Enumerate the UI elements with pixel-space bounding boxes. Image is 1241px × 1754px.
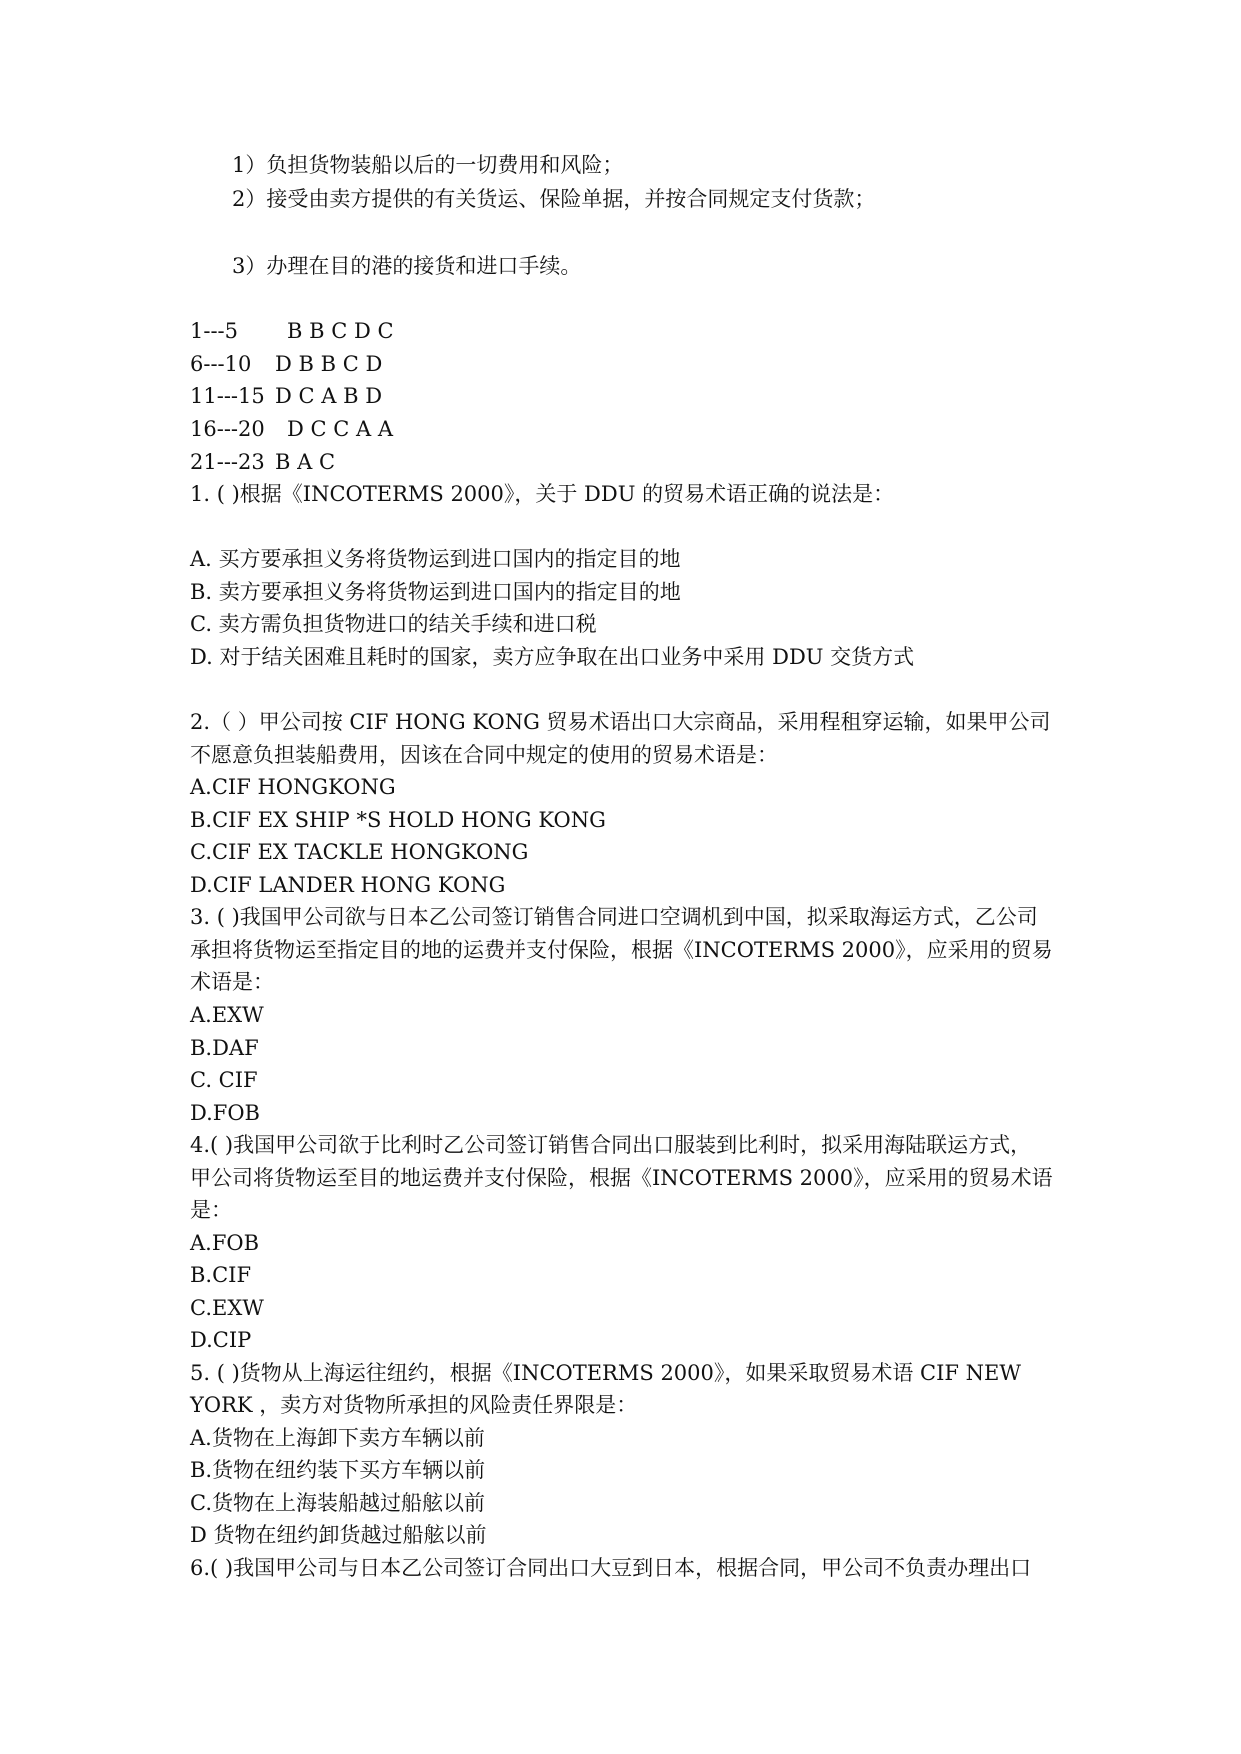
- answer-key-answers: D C A B D: [275, 384, 383, 408]
- question-option: C.CIF EX TACKLE HONGKONG: [190, 840, 529, 864]
- question-stem: 甲公司将货物运至目的地运费并支付保险，根据《INCOTERMS 2000》，应采用的贸易术语: [190, 1166, 1053, 1190]
- question-option: A.CIF HONGKONG: [190, 775, 396, 799]
- question-option: A.EXW: [190, 1003, 264, 1027]
- answer-key-range: 11---15: [190, 384, 265, 408]
- question-stem: 是：: [190, 1198, 232, 1222]
- question-stem: 1. ( )根据《INCOTERMS 2000》，关于 DDU 的贸易术语正确的说法是：: [190, 482, 895, 506]
- answer-key-range: 6---10: [190, 352, 252, 376]
- answer-key-range: 1---5: [190, 319, 239, 343]
- question-option: B. 卖方要承担义务将货物运到进口国内的指定目的地: [190, 580, 681, 604]
- answer-key-answers: B A C: [275, 450, 336, 474]
- duty-line: 3）办理在目的港的接货和进口手续。: [232, 254, 582, 278]
- question-option: C. 卖方需负担货物进口的结关手续和进口税: [190, 612, 597, 636]
- duty-line: 2）接受由卖方提供的有关货运、保险单据，并按合同规定支付货款；: [232, 187, 876, 211]
- question-stem: 5. ( )货物从上海运往纽约，根据《INCOTERMS 2000》，如果采取贸易术语 CIF NEW: [190, 1361, 1021, 1385]
- question-option: D.FOB: [190, 1101, 260, 1125]
- question-option: A. 买方要承担义务将货物运到进口国内的指定目的地: [190, 547, 681, 571]
- question-option: D.CIP: [190, 1328, 252, 1352]
- answer-key-range: 21---23: [190, 450, 265, 474]
- question-stem: YORK ，卖方对货物所承担的风险责任界限是：: [190, 1393, 638, 1417]
- question-option: D 货物在纽约卸货越过船舷以前: [190, 1523, 487, 1547]
- question-option: B.货物在纽约装下买方车辆以前: [190, 1458, 486, 1482]
- question-stem: 承担将货物运至指定目的地的运费并支付保险，根据《INCOTERMS 2000》，应采用的贸易: [190, 938, 1053, 962]
- question-stem: 不愿意负担装船费用，因该在合同中规定的使用的贸易术语是：: [190, 743, 778, 767]
- question-stem: 2.（ ）甲公司按 CIF HONG KONG 贸易术语出口大宗商品，采用程租穿运输，如果甲公司: [190, 710, 1051, 734]
- answer-key-range: 16---20: [190, 417, 265, 441]
- answer-key-answers: D B B C D: [275, 352, 383, 376]
- question-option: A.FOB: [190, 1231, 260, 1255]
- answer-key-answers: B B C D C: [287, 319, 394, 343]
- question-stem: 3. ( )我国甲公司欲与日本乙公司签订销售合同进口空调机到中国，拟采取海运方式，乙公司: [190, 905, 1038, 929]
- question-stem: 4.( )我国甲公司欲于比利时乙公司签订销售合同出口服装到比利时，拟采用海陆联运方式，: [190, 1133, 1032, 1157]
- question-option: B.CIF: [190, 1263, 252, 1287]
- question-option: D. 对于结关困难且耗时的国家，卖方应争取在出口业务中采用 DDU 交货方式: [190, 645, 915, 669]
- question-option: D.CIF LANDER HONG KONG: [190, 873, 506, 897]
- answer-key-answers: D C C A A: [287, 417, 394, 441]
- question-option: B.CIF EX SHIP *S HOLD HONG KONG: [190, 808, 606, 832]
- question-option: C.货物在上海装船越过船舷以前: [190, 1491, 485, 1515]
- question-option: A.货物在上海卸下卖方车辆以前: [190, 1426, 485, 1450]
- question-option: B.DAF: [190, 1036, 259, 1060]
- question-stem: 术语是：: [190, 970, 274, 994]
- question-stem: 6.( )我国甲公司与日本乙公司签订合同出口大豆到日本，根据合同，甲公司不负责办理出口: [190, 1556, 1032, 1580]
- question-option: C. CIF: [190, 1068, 258, 1092]
- question-option: C.EXW: [190, 1296, 264, 1320]
- duty-line: 1）负担货物装船以后的一切费用和风险；: [232, 153, 624, 177]
